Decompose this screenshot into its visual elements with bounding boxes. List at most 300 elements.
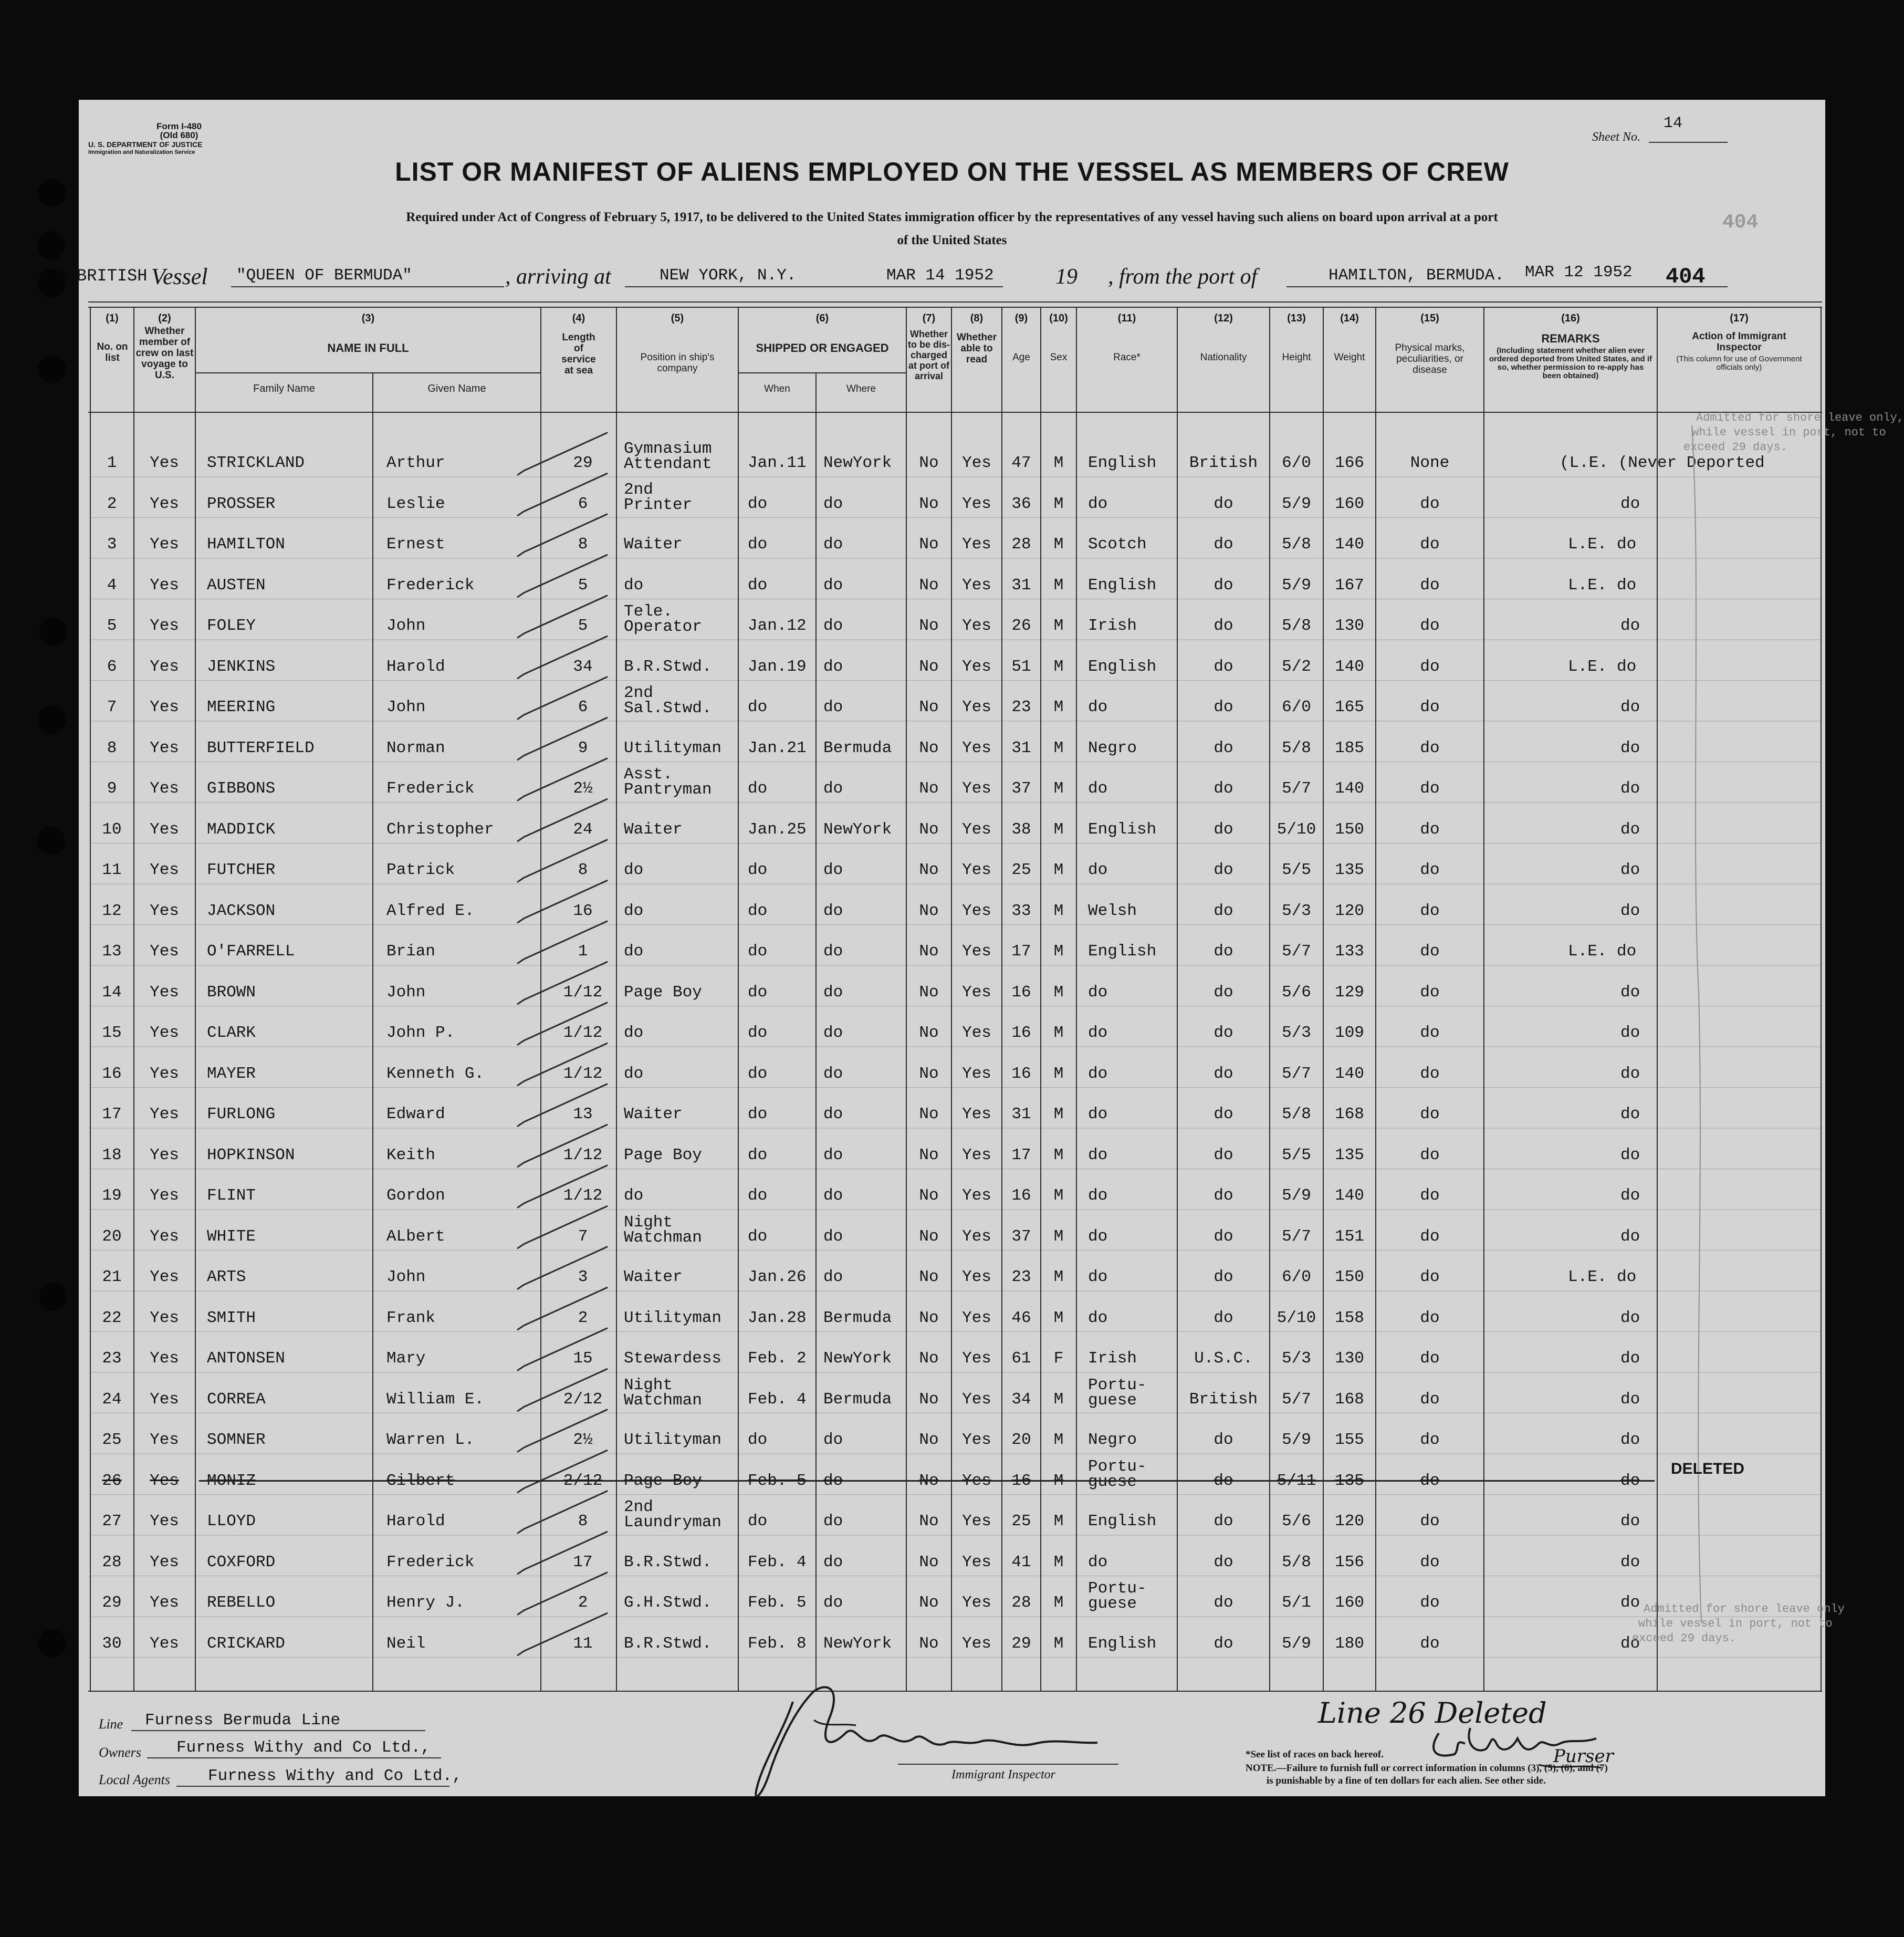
service-length: 17: [573, 1553, 593, 1571]
remarks: do: [1620, 820, 1640, 839]
sex: M: [1053, 861, 1064, 879]
physical-marks: do: [1420, 1431, 1440, 1449]
prev-voyage: Yes: [150, 494, 179, 513]
service-length: 2: [578, 1594, 588, 1612]
prev-voyage: Yes: [150, 1308, 179, 1327]
engaged-where: do: [823, 1594, 843, 1612]
prev-voyage: Yes: [150, 1064, 179, 1083]
able-to-read: Yes: [962, 983, 991, 1002]
able-to-read: Yes: [962, 942, 991, 961]
owners-value: Furness Withy and Co Ltd.,: [176, 1738, 431, 1757]
height: 5/3: [1282, 901, 1311, 920]
service-length: 2: [578, 1308, 588, 1327]
shore-leave-2-line-2: while vessel in port, not to: [1638, 1617, 1833, 1630]
engaged-where: do: [823, 1145, 843, 1164]
given-name: Frank: [386, 1308, 436, 1327]
position: do: [624, 1186, 644, 1205]
engaged-when: do: [748, 1064, 768, 1083]
remarks: do: [1620, 901, 1640, 920]
engaged-where: NewYork: [823, 454, 892, 472]
nationality: do: [1213, 1512, 1233, 1530]
position: Night Watchman: [624, 1213, 702, 1247]
row-number: 10: [102, 820, 122, 839]
age: 38: [1011, 820, 1031, 839]
line-underline: [131, 1730, 425, 1731]
weight: 133: [1335, 942, 1364, 961]
page-title: LIST OR MANIFEST OF ALIENS EMPLOYED ON THE VESSEL AS MEMBERS OF CREW: [395, 157, 1509, 186]
punch-hole: [38, 269, 66, 297]
engaged-when: do: [748, 1024, 768, 1042]
vessel-nationality: BRITISH: [77, 266, 148, 286]
age: 37: [1011, 779, 1031, 798]
departure-date: MAR 12 1952: [1525, 263, 1633, 282]
col-4-header: Length of service at sea: [561, 332, 596, 376]
prev-voyage: Yes: [150, 738, 179, 757]
service-length: 8: [578, 861, 588, 879]
age: 36: [1011, 494, 1031, 513]
engaged-where: do: [823, 535, 843, 554]
col-1-header: No. on list: [97, 341, 128, 363]
able-to-read: Yes: [962, 1553, 991, 1571]
height: 5/6: [1282, 983, 1311, 1002]
engaged-where: do: [823, 1105, 843, 1123]
able-to-read: Yes: [962, 454, 991, 472]
discharged: No: [919, 1186, 939, 1205]
family-name: WHITE: [207, 1227, 256, 1246]
engaged-when: Feb. 4: [748, 1553, 807, 1571]
sex: M: [1053, 1145, 1064, 1164]
physical-marks: do: [1420, 820, 1440, 839]
weight: 140: [1335, 657, 1364, 676]
col-3a-header: Family Name: [253, 383, 315, 394]
weight: 155: [1335, 1431, 1364, 1449]
physical-marks: None: [1410, 454, 1450, 472]
engaged-where: do: [823, 1553, 843, 1571]
age: 31: [1011, 738, 1031, 757]
nationality: do: [1213, 1024, 1233, 1042]
col-12-header: Nationality: [1200, 352, 1247, 363]
position: do: [624, 901, 644, 920]
able-to-read: Yes: [962, 1594, 991, 1612]
race: do: [1088, 1024, 1108, 1042]
engaged-when: do: [748, 1227, 768, 1246]
family-name: MAYER: [207, 1064, 256, 1083]
remarks: do: [1620, 1024, 1640, 1042]
given-name: Warren L.: [386, 1431, 475, 1449]
row-number: 3: [107, 535, 117, 554]
engaged-when: Feb. 5: [748, 1594, 807, 1612]
row-number: 22: [102, 1308, 122, 1327]
prev-voyage: Yes: [150, 1512, 179, 1530]
physical-marks: do: [1420, 1145, 1440, 1164]
remarks: do: [1620, 1064, 1640, 1083]
deleted-stamp: DELETED: [1671, 1460, 1745, 1477]
service-length: 2½: [573, 1431, 593, 1449]
race: do: [1088, 861, 1108, 879]
race: do: [1088, 698, 1108, 716]
able-to-read: Yes: [962, 576, 991, 595]
nationality: do: [1213, 657, 1233, 676]
discharged: No: [919, 861, 939, 879]
arrival-port: NEW YORK, N.Y.: [660, 266, 797, 285]
age: 47: [1011, 454, 1031, 472]
position: Utilityman: [624, 1431, 722, 1449]
height: 5/10: [1277, 820, 1316, 839]
engaged-when: Jan.12: [748, 617, 807, 635]
position: do: [624, 1024, 644, 1042]
physical-marks: do: [1420, 983, 1440, 1002]
engaged-when: Jan.25: [748, 820, 807, 839]
engaged-where: do: [823, 1512, 843, 1530]
remarks: do: [1620, 1186, 1640, 1205]
engaged-when: Jan.28: [748, 1308, 807, 1327]
family-name: HAMILTON: [207, 535, 285, 554]
physical-marks: do: [1420, 1308, 1440, 1327]
height: 5/5: [1282, 861, 1311, 879]
age: 46: [1011, 1308, 1031, 1327]
agents-underline: [176, 1786, 449, 1787]
height: 6/0: [1282, 1268, 1311, 1286]
able-to-read: Yes: [962, 779, 991, 798]
col-5-header: Position in ship's company: [640, 352, 715, 374]
service-length: 1/12: [563, 1145, 603, 1164]
sex: M: [1053, 779, 1064, 798]
agency-service: Immigration and Naturalization Service: [88, 149, 195, 155]
height: 5/7: [1282, 1064, 1311, 1083]
row-number: 2: [107, 494, 117, 513]
agency-dept: U. S. DEPARTMENT OF JUSTICE: [88, 140, 203, 149]
physical-marks: do: [1420, 738, 1440, 757]
discharged: No: [919, 1634, 939, 1653]
given-name: Frederick: [386, 1553, 475, 1571]
discharged: No: [919, 901, 939, 920]
position: Stewardess: [624, 1349, 722, 1368]
weight: 135: [1335, 1471, 1364, 1490]
nationality: do: [1213, 1268, 1233, 1286]
engaged-when: Jan.21: [748, 738, 807, 757]
nationality: do: [1213, 983, 1233, 1002]
col-15-number: (15): [1420, 313, 1439, 324]
service-length: 2/12: [563, 1471, 603, 1490]
age: 29: [1011, 1634, 1031, 1653]
race: English: [1088, 942, 1157, 961]
family-name: COXFORD: [207, 1553, 276, 1571]
remarks: do: [1620, 861, 1640, 879]
engaged-when: do: [748, 698, 768, 716]
engaged-where: NewYork: [823, 820, 892, 839]
nationality: do: [1213, 1227, 1233, 1246]
row-number: 9: [107, 779, 117, 798]
age: 37: [1011, 1227, 1031, 1246]
service-length: 9: [578, 738, 588, 757]
remarks: do: [1620, 1145, 1640, 1164]
inspector-signature: [656, 1670, 1118, 1807]
given-name: Christopher: [386, 820, 494, 839]
physical-marks: do: [1420, 494, 1440, 513]
line-label: Line: [99, 1716, 123, 1732]
age: 31: [1011, 576, 1031, 595]
sex: M: [1053, 1227, 1064, 1246]
height: 5/9: [1282, 494, 1311, 513]
service-length: 1/12: [563, 1024, 603, 1042]
family-name: O'FARRELL: [207, 942, 295, 961]
row-number: 4: [107, 576, 117, 595]
family-name: ANTONSEN: [207, 1349, 285, 1368]
shore-leave-1-line-2: while vessel in port, not to: [1692, 426, 1886, 439]
punch-hole: [38, 1629, 66, 1658]
family-name: HOPKINSON: [207, 1145, 295, 1164]
able-to-read: Yes: [962, 1024, 991, 1042]
position: Page Boy: [624, 983, 702, 1002]
given-name: Arthur: [386, 454, 445, 472]
height: 5/8: [1282, 1105, 1311, 1123]
agents-label: Local Agents: [99, 1772, 171, 1787]
sex: M: [1053, 1594, 1064, 1612]
service-length: 11: [573, 1634, 593, 1653]
nationality: do: [1213, 494, 1233, 513]
family-name: BUTTERFIELD: [207, 738, 315, 757]
service-length: 34: [573, 657, 593, 676]
physical-marks: do: [1420, 942, 1440, 961]
able-to-read: Yes: [962, 535, 991, 554]
height: 6/0: [1282, 698, 1311, 716]
race: Welsh: [1088, 901, 1137, 920]
family-name: FLINT: [207, 1186, 256, 1205]
sex: M: [1053, 1634, 1064, 1653]
departure-port: HAMILTON, BERMUDA.: [1328, 266, 1504, 285]
position: Page Boy: [624, 1471, 702, 1490]
given-name: Mary: [386, 1349, 426, 1368]
weight: 160: [1335, 1594, 1364, 1612]
nationality: British: [1189, 454, 1258, 472]
able-to-read: Yes: [962, 1064, 991, 1083]
remarks: L.E. do: [1568, 657, 1637, 676]
age: 20: [1011, 1431, 1031, 1449]
engaged-where: do: [823, 657, 843, 676]
service-length: 2½: [573, 779, 593, 798]
service-length: 1/12: [563, 1064, 603, 1083]
age: 31: [1011, 1105, 1031, 1123]
age: 17: [1011, 1145, 1031, 1164]
family-name: LLOYD: [207, 1512, 256, 1530]
height: 5/3: [1282, 1024, 1311, 1042]
service-length: 2/12: [563, 1390, 603, 1409]
weight: 140: [1335, 1064, 1364, 1083]
remarks: do: [1620, 617, 1640, 635]
weight: 167: [1335, 576, 1364, 595]
age: 16: [1011, 983, 1031, 1002]
age: 41: [1011, 1553, 1031, 1571]
given-name: Alfred E.: [386, 901, 475, 920]
position: B.R.Stwd.: [624, 657, 712, 676]
discharged: No: [919, 779, 939, 798]
service-length: 24: [573, 820, 593, 839]
row-number: 13: [102, 942, 122, 961]
engaged-where: do: [823, 576, 843, 595]
engaged-when: do: [748, 494, 768, 513]
discharged: No: [919, 1145, 939, 1164]
remarks: do: [1620, 1634, 1640, 1653]
discharged: No: [919, 1471, 939, 1490]
nationality: do: [1213, 861, 1233, 879]
owners-label: Owners: [99, 1745, 141, 1760]
service-length: 29: [573, 454, 593, 472]
discharged: No: [919, 1553, 939, 1571]
discharged: No: [919, 1390, 939, 1409]
col-6b-header: Where: [846, 383, 876, 394]
family-name: FURLONG: [207, 1105, 276, 1123]
race: Irish: [1088, 1349, 1137, 1368]
race: Negro: [1088, 738, 1137, 757]
service-length: 5: [578, 576, 588, 595]
discharged: No: [919, 1594, 939, 1612]
family-name: MONIZ: [207, 1471, 256, 1490]
col-4-number: (4): [572, 313, 585, 324]
sex: F: [1053, 1349, 1064, 1368]
height: 5/9: [1282, 1186, 1311, 1205]
prev-voyage: Yes: [150, 657, 179, 676]
family-name: PROSSER: [207, 494, 276, 513]
remarks: (L.E. (Never Deported: [1560, 454, 1765, 472]
prev-voyage: Yes: [150, 1186, 179, 1205]
age: 23: [1011, 1268, 1031, 1286]
family-name: JACKSON: [207, 901, 276, 920]
physical-marks: do: [1420, 901, 1440, 920]
engaged-where: do: [823, 1268, 843, 1286]
remarks: L.E. do: [1568, 942, 1637, 961]
physical-marks: do: [1420, 1512, 1440, 1530]
weight: 109: [1335, 1024, 1364, 1042]
weight: 129: [1335, 983, 1364, 1002]
punch-hole: [37, 231, 65, 259]
weight: 140: [1335, 535, 1364, 554]
given-name: Norman: [386, 738, 445, 757]
prev-voyage: Yes: [150, 576, 179, 595]
line-deleted-note: Line 26 Deleted: [1318, 1696, 1547, 1730]
family-name: GIBBONS: [207, 779, 276, 798]
physical-marks: do: [1420, 1471, 1440, 1490]
family-name: FOLEY: [207, 617, 256, 635]
discharged: No: [919, 1105, 939, 1123]
row-number: 26: [102, 1471, 122, 1490]
engaged-where: do: [823, 1431, 843, 1449]
fine-note-1: NOTE.—Failure to furnish full or correct information in columns (3), (5), (6), and (7): [1246, 1763, 1608, 1774]
remarks: do: [1620, 779, 1640, 798]
physical-marks: do: [1420, 1186, 1440, 1205]
family-name: JENKINS: [207, 657, 276, 676]
able-to-read: Yes: [962, 738, 991, 757]
engaged-when: Jan.26: [748, 1268, 807, 1286]
row-number: 1: [107, 454, 117, 472]
discharged: No: [919, 1024, 939, 1042]
nationality: do: [1213, 1553, 1233, 1571]
engaged-where: Bermuda: [823, 1308, 892, 1327]
height: 5/6: [1282, 1512, 1311, 1530]
discharged: No: [919, 1512, 939, 1530]
engaged-when: Feb. 5: [748, 1471, 807, 1490]
nationality: do: [1213, 738, 1233, 757]
service-length: 1: [578, 942, 588, 961]
service-length: 15: [573, 1349, 593, 1368]
engaged-where: do: [823, 1024, 843, 1042]
race: do: [1088, 1064, 1108, 1083]
col-13-header: Height: [1282, 352, 1311, 363]
row-number: 8: [107, 738, 117, 757]
height: 5/8: [1282, 1553, 1311, 1571]
given-name: Edward: [386, 1105, 445, 1123]
punch-hole: [38, 179, 66, 207]
prev-voyage: Yes: [150, 1390, 179, 1409]
given-name: Ernest: [386, 535, 445, 554]
remarks: do: [1620, 1594, 1640, 1612]
row-number: 12: [102, 901, 122, 920]
col-16-subheader: (Including statement whether alien ever ordered deported from United States, and if so, whether permission to re-apply has been obtained): [1489, 346, 1652, 380]
engaged-when: do: [748, 1186, 768, 1205]
height: 5/9: [1282, 576, 1311, 595]
engaged-where: do: [823, 942, 843, 961]
weight: 130: [1335, 1349, 1364, 1368]
race: do: [1088, 1227, 1108, 1246]
nationality: do: [1213, 901, 1233, 920]
remarks: L.E. do: [1568, 535, 1637, 554]
able-to-read: Yes: [962, 698, 991, 716]
race: do: [1088, 1145, 1108, 1164]
engaged-where: Bermuda: [823, 1390, 892, 1409]
physical-marks: do: [1420, 1349, 1440, 1368]
discharged: No: [919, 820, 939, 839]
engaged-when: Feb. 8: [748, 1634, 807, 1653]
nationality: do: [1213, 779, 1233, 798]
family-name: FUTCHER: [207, 861, 276, 879]
family-name: AUSTEN: [207, 576, 266, 595]
engaged-when: do: [748, 1431, 768, 1449]
col-11-number: (11): [1117, 313, 1136, 324]
col-7-number: (7): [922, 313, 936, 324]
nationality: do: [1213, 1308, 1233, 1327]
prev-voyage: Yes: [150, 698, 179, 716]
position: 2nd Printer: [624, 480, 693, 514]
age: 34: [1011, 1390, 1031, 1409]
discharged: No: [919, 1268, 939, 1286]
given-name: Patrick: [386, 861, 455, 879]
position: Tele. Operator: [624, 602, 702, 636]
service-length: 13: [573, 1105, 593, 1123]
shore-leave-1-line-1: Admitted for shore leave only,: [1696, 411, 1904, 424]
position: Night Watchman: [624, 1376, 702, 1410]
discharged: No: [919, 576, 939, 595]
col-2-number: (2): [158, 313, 171, 324]
sex: M: [1053, 738, 1064, 757]
able-to-read: Yes: [962, 901, 991, 920]
prev-voyage: Yes: [150, 983, 179, 1002]
physical-marks: do: [1420, 576, 1440, 595]
discharged: No: [919, 983, 939, 1002]
age: 28: [1011, 535, 1031, 554]
prev-voyage: Yes: [150, 1471, 179, 1490]
row-number: 29: [102, 1594, 122, 1612]
prev-voyage: Yes: [150, 1105, 179, 1123]
service-length: 8: [578, 535, 588, 554]
given-name: Gordon: [386, 1186, 445, 1205]
race: English: [1088, 1634, 1157, 1653]
vessel-name: "QUEEN OF BERMUDA": [236, 266, 412, 285]
manifest-sheet: [77, 100, 1904, 1796]
weight: 158: [1335, 1308, 1364, 1327]
able-to-read: Yes: [962, 617, 991, 635]
able-to-read: Yes: [962, 1431, 991, 1449]
col-13-number: (13): [1287, 313, 1306, 324]
position: B.R.Stwd.: [624, 1634, 712, 1653]
